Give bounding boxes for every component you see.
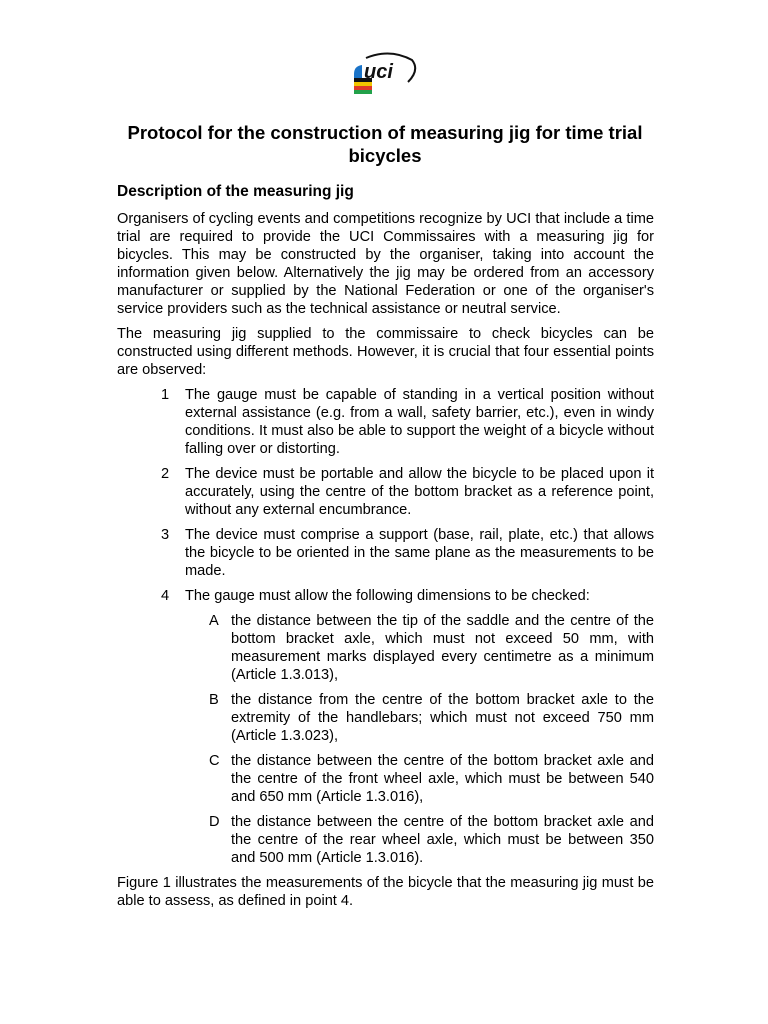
document-body [117,210,654,917]
sub-list-item-letter: A [209,613,219,629]
dimensions-list [185,612,654,867]
list-item-number: 3 [161,527,170,543]
sub-list-item-text: the distance between the centre of the bottom bracket axle and the centre of the front wheel axle, which must be between 540 and 650 mm (Article 1.3.016), [231,753,654,805]
uci-logo [350,52,420,98]
list-item [117,465,654,519]
list-item-text: The gauge must allow the following dimensions to be checked: [185,588,590,604]
sub-list-item-text: the distance from the centre of the bottom bracket axle to the extremity of the handlebars; which must not exceed 750 mm (Article 1.3.023), [231,692,654,744]
sub-list-item-letter: B [209,692,219,708]
list-item-number: 1 [161,387,170,403]
list-item-text: The gauge must be capable of standing in a vertical position without external assistance (e.g. from a wall, safety barrier, etc.), even in windy conditions. It must also be able to support the weight of a bicycle without falling over or distorting. [185,387,654,457]
sub-list-item-letter: C [209,753,220,769]
sub-list-item [185,813,654,867]
sub-list-item [185,752,654,806]
sub-list-item [185,612,654,684]
sub-list-item [185,691,654,745]
list-item [117,587,654,867]
list-item-text: The device must comprise a support (base, rail, plate, etc.) that allows the bicycle to be oriented in the same plane as the measurements to be made. [185,527,654,579]
requirements-paragraph: The measuring jig supplied to the commissaire to check bicycles can be constructed using different methods. However, it is crucial that four essential points are observed: [117,326,654,378]
uci-logo-text: uci [364,61,393,83]
figure-reference-paragraph: Figure 1 illustrates the measurements of the bicycle that the measuring jig must be able to assess, as defined in point 4. [117,875,654,909]
sub-list-item-text: the distance between the tip of the saddle and the centre of the bottom bracket axle, which must not exceed 50 mm, with measurement marks displayed every centimetre as a minimum (Article 1.3.013), [231,613,654,683]
list-item-number: 4 [161,588,170,604]
list-item-number: 2 [161,466,170,482]
list-item [117,386,654,458]
list-item-text: The device must be portable and allow the bicycle to be placed upon it accurately, using the centre of the bottom bracket as a reference point, without any external encumbrance. [185,466,654,518]
sub-list-item-text: the distance between the centre of the bottom bracket axle and the centre of the rear wheel axle, which must be between 350 and 500 mm (Article 1.3.016). [231,814,654,866]
sub-list-item-letter: D [209,814,220,830]
list-item [117,526,654,580]
essential-points-list [117,386,654,867]
intro-paragraph: Organisers of cycling events and competitions recognize by UCI that include a time trial are required to provide the UCI Commissaires with a measuring jig for bicycles. This may be constructed by the organiser, taking into account the information given below. Alternatively the jig may be ordered from an accessory manufacturer or supplied by the National Federation or one of the organiser's service providers such as the technical assistance or neutral service. [117,211,654,317]
document-title: Protocol for the construction of measuring jig for time trial bicycles [127,122,643,166]
section-heading: Description of the measuring jig [117,183,354,200]
